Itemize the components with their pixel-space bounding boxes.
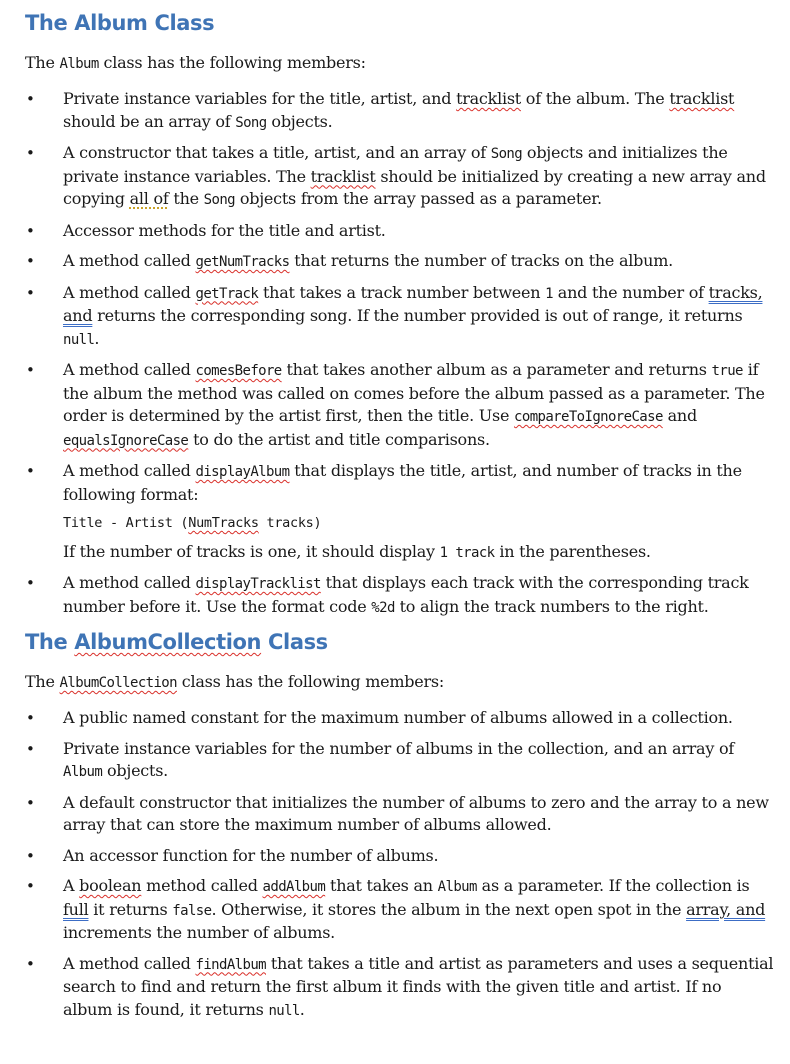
inline-code: null [268,1002,300,1019]
list-item: • Private instance variables for the number of albums in the collection, and an array of Album objects. [25,738,774,784]
inline-code: getTrack [195,285,259,302]
spelling-flag: tracklist [456,89,521,108]
intro-code: AlbumCollection [59,675,177,691]
inline-code: comesBefore [195,363,282,379]
list-item: • A method called getTrack that takes a track number between 1 and the number of tracks, and returns the corresponding song. If the number provided is out of range, it returns null. [25,282,774,352]
inline-code: Album [437,879,477,895]
inline-code: findAlbum [195,956,266,973]
list-item: • A constructor that takes a title, artist, and an array of Song objects and initializes the private instance variables. The tracklist should be initialized by creating a new array and copying all of the Song objects from the array passed as a parameter. [25,142,774,212]
heading-text: Class [261,630,328,654]
inline-code: false [172,902,212,919]
grammar-flag: tracks, and [63,282,763,325]
album-collection-members-list [25,707,774,1022]
intro-text: The [25,672,60,691]
inline-code: true [711,363,743,379]
spelling-flag: tracklist [669,89,735,108]
inline-code: %2d [371,599,395,616]
grammar-flag: array, and [686,899,766,919]
list-item: • Private instance variables for the title, artist, and tracklist of the album. The tracklist should be an array of Song objects. [25,88,774,134]
inline-code: Song [490,146,523,162]
heading-text: The [25,630,75,654]
grammar-flag: full [63,899,89,919]
list-item: • A method called displayAlbum that displays the title, artist, and number of tracks in the following format: Title - Artist (NumTracks tracks) If the number of tracks is one, it should display 1 track in the parentheses. [25,460,774,564]
style-flag: all of [129,189,169,208]
inline-code: null [63,331,95,348]
list-item: • A method called getNumTracks that returns the number of tracks on the album. [25,250,774,274]
inline-code: Song [203,192,235,208]
inline-code: equalsIgnoreCase [63,432,189,449]
album-collection-intro [25,671,774,694]
inline-code: compareToIgnoreCase [514,409,663,425]
follow-up-text: If the number of tracks is one, it should display 1 track in the parentheses. [63,541,651,561]
inline-code: Song [235,114,267,131]
album-class-intro [25,52,774,75]
intro-text: The [25,53,60,72]
format-example: Title - Artist (NumTracks tracks) [63,515,322,531]
inline-code: displayTracklist [195,576,321,592]
inline-code: displayAlbum [195,464,290,480]
list-item: • An accessor function for the number of albums. [25,845,774,868]
intro-code: Album [59,56,99,72]
inline-code: 1 track [439,544,495,561]
album-class-heading: The Album Class [25,11,215,35]
intro-text: class has the following members: [98,53,366,72]
album-members-list [25,88,774,619]
list-item: • A method called comesBefore that takes another album as a parameter and returns true if the album the method was called on comes before the album passed as a parameter. The order is determined by the artist first, then the title. Use compareToIgnoreCase and equalsIgnoreCase to do the artist and title comparisons. [25,359,774,452]
list-item: • A method called findAlbum that takes a title and artist as parameters and uses a sequential search to find and return the first album it finds with the given title and artist. If no album is found, it returns null. [25,953,774,1023]
heading-class-name: AlbumCollection [74,630,262,654]
list-item: • Accessor methods for the title and artist. [25,220,774,243]
inline-code: getNumTracks [195,254,290,270]
inline-code: 1 [545,285,553,302]
spelling-flag: boolean [79,876,142,895]
album-collection-class-heading [25,627,774,657]
inline-code: addAlbum [262,879,326,895]
list-item: • A boolean method called addAlbum that takes an Album as a parameter. If the collection is full it returns false. Otherwise, it stores the album in the next open spot in the array, and increments the number of albums. [25,875,774,945]
list-item: • A public named constant for the maximum number of albums allowed in a collection. [25,707,774,730]
list-item: • A default constructor that initializes the number of albums to zero and the array to a new array that can store the maximum number of albums allowed. [25,792,774,837]
intro-text: class has the following members: [176,672,444,691]
inline-code: Album [63,764,103,780]
spelling-flag: NumTracks [188,515,259,531]
list-item: • A method called displayTracklist that displays each track with the corresponding track number before it. Use the format code %2d to align the track numbers to the right. [25,572,774,619]
spelling-flag: tracklist [310,166,376,186]
